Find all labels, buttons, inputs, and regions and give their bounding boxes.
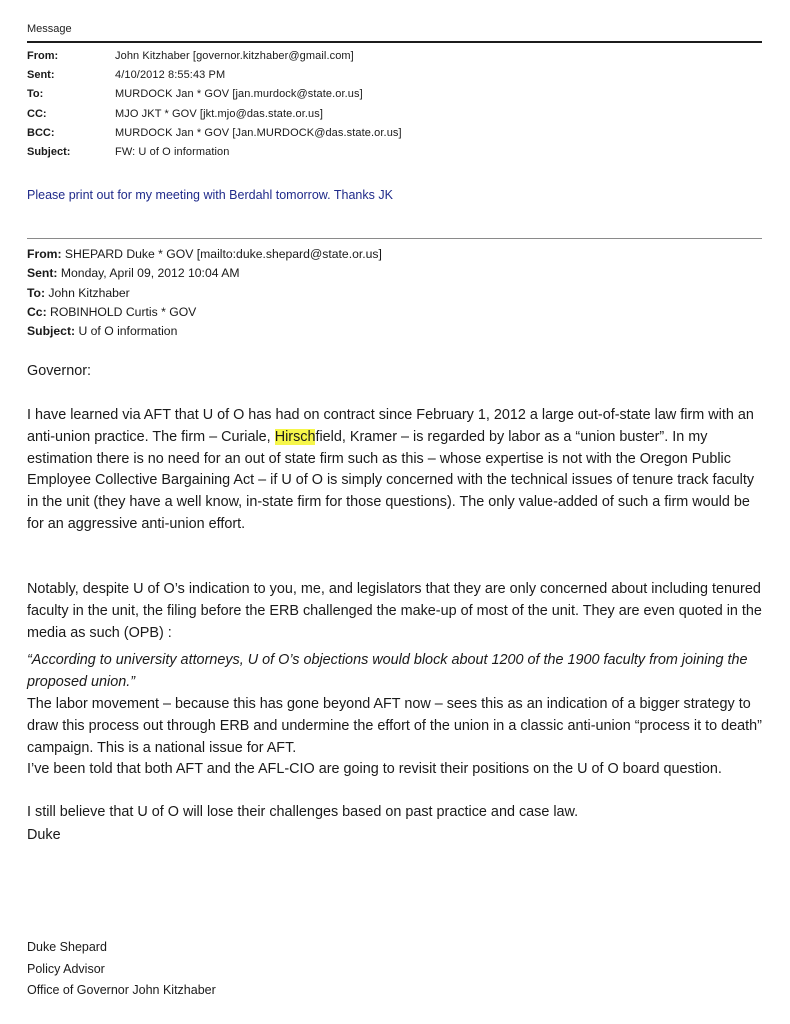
paragraph-5-text: I still believe that U of O will lose their challenges based on past practice and case law.: [27, 804, 579, 820]
forwarded-header: [27, 245, 382, 341]
header-cc-value: MJO JKT * GOV [jkt.mjo@das.state.or.us]: [115, 107, 324, 120]
fwd-subject-key: Subject:: [27, 324, 76, 339]
header-subject-key: Subject:: [27, 145, 71, 158]
header-bcc-row: [27, 124, 402, 143]
header-sent-value: 4/10/2012 8:55:43 PM: [115, 69, 226, 82]
body-closing: [27, 825, 767, 847]
opb-quote-text: “According to university attorneys, U of O’s objections would block about 1200 of the 1900 faculty from joining the proposed union.”: [27, 652, 748, 690]
body-quote: [27, 650, 767, 694]
body-paragraph-3: [27, 694, 767, 759]
paragraph-1-start: I have learned via AFT that U of O has had on contract since February 1, 2012 a large out-of-state law firm with an anti-union practice. The firm – Curiale,: [27, 407, 754, 445]
closing-text: Duke: [27, 827, 61, 843]
paragraph-3-text: The labor movement – because this has gone beyond AFT now – sees this as an indication of a bigger strategy to draw this process out through ERB and undermine the effort of the union in a classic anti-union “process it to death” campaign. This is a national issue for AFT.: [27, 696, 762, 756]
header-bcc-value: MURDOCK Jan * GOV [Jan.MURDOCK@das.state.or.us]: [115, 126, 402, 139]
fwd-from-value: SHEPARD Duke * GOV [mailto:duke.shepard@state.or.us]: [61, 247, 382, 261]
fwd-from-key: From:: [27, 247, 62, 261]
header-subject-row: [27, 143, 402, 162]
print-request-note: Please print out for my meeting with Berdahl tomorrow. Thanks JK: [27, 188, 393, 202]
fwd-subject-value: U of O information: [75, 324, 178, 339]
header-from-key: From:: [27, 50, 59, 62]
signature-office: Office of Governor John Kitzhaber: [27, 983, 216, 997]
message-header: [27, 47, 402, 162]
fwd-to-value: John Kitzhaber: [45, 285, 130, 300]
message-label: Message: [27, 23, 72, 35]
header-sent-key: Sent:: [27, 69, 55, 82]
signature-title: Policy Advisor: [27, 961, 105, 976]
header-from-value: John Kitzhaber [governor.kitzhaber@gmail.com]: [115, 50, 354, 62]
fwd-subject-row: [27, 322, 382, 341]
body-paragraph-2: [27, 579, 767, 644]
paragraph-1-end: field, Kramer – is regarded by labor as a “union buster”. In my estimation there is no need for an out of state firm such as this – whose expertise is not with the Oregon Public Employee Collective Bargaining Act – if U of O is simply concerned with the technical issues of tenure track faculty in the unit (they have a well know, in-state firm for those questions). The only value-added of such a firm would be for an aggressive anti-union effort.: [27, 428, 755, 532]
fwd-cc-key: Cc:: [27, 304, 47, 319]
header-cc-key: CC:: [27, 107, 47, 120]
forward-separator-rule: [27, 238, 762, 239]
fwd-cc-row: [27, 303, 382, 322]
fwd-sent-key: Sent:: [27, 266, 58, 281]
header-subject-value: FW: U of O information: [115, 145, 230, 158]
fwd-sent-row: [27, 264, 382, 283]
paragraph-4-text: I’ve been told that both AFT and the AFL-CIO are going to revisit their positions on the U of O board question.: [27, 761, 722, 777]
body-greeting: [27, 361, 767, 383]
header-bcc-key: BCC:: [27, 126, 55, 139]
fwd-to-key: To:: [27, 285, 46, 300]
header-cc-row: [27, 105, 402, 124]
header-top-rule: [27, 41, 762, 43]
fwd-from-row: [27, 245, 382, 264]
paragraph-1-text: [27, 405, 767, 536]
fwd-cc-value: ROBINHOLD Curtis * GOV: [46, 304, 197, 319]
signature-name: Duke Shepard: [27, 940, 107, 954]
paragraph-2-text: Notably, despite U of O’s indication to you, me, and legislators that they are only concerned about including tenured faculty in the unit, the filing before the ERB challenged the make-up of most of the unit. They are even quoted in the media as such (OPB) :: [27, 581, 762, 641]
body-paragraph-5: [27, 802, 767, 824]
body-paragraph-4: [27, 759, 767, 781]
header-from-row: [27, 47, 402, 66]
body-paragraph-1: [27, 405, 767, 536]
highlighted-word: Hirsch: [274, 428, 316, 445]
header-to-row: [27, 85, 402, 104]
header-to-value: MURDOCK Jan * GOV [jan.murdock@state.or.us]: [115, 88, 363, 101]
header-sent-row: [27, 66, 402, 85]
signature-block: [27, 937, 216, 1002]
header-to-key: To:: [27, 88, 44, 101]
greeting-text: Governor:: [27, 363, 91, 379]
fwd-to-row: [27, 284, 382, 303]
fwd-sent-value: Monday, April 09, 2012 10:04 AM: [57, 266, 240, 281]
